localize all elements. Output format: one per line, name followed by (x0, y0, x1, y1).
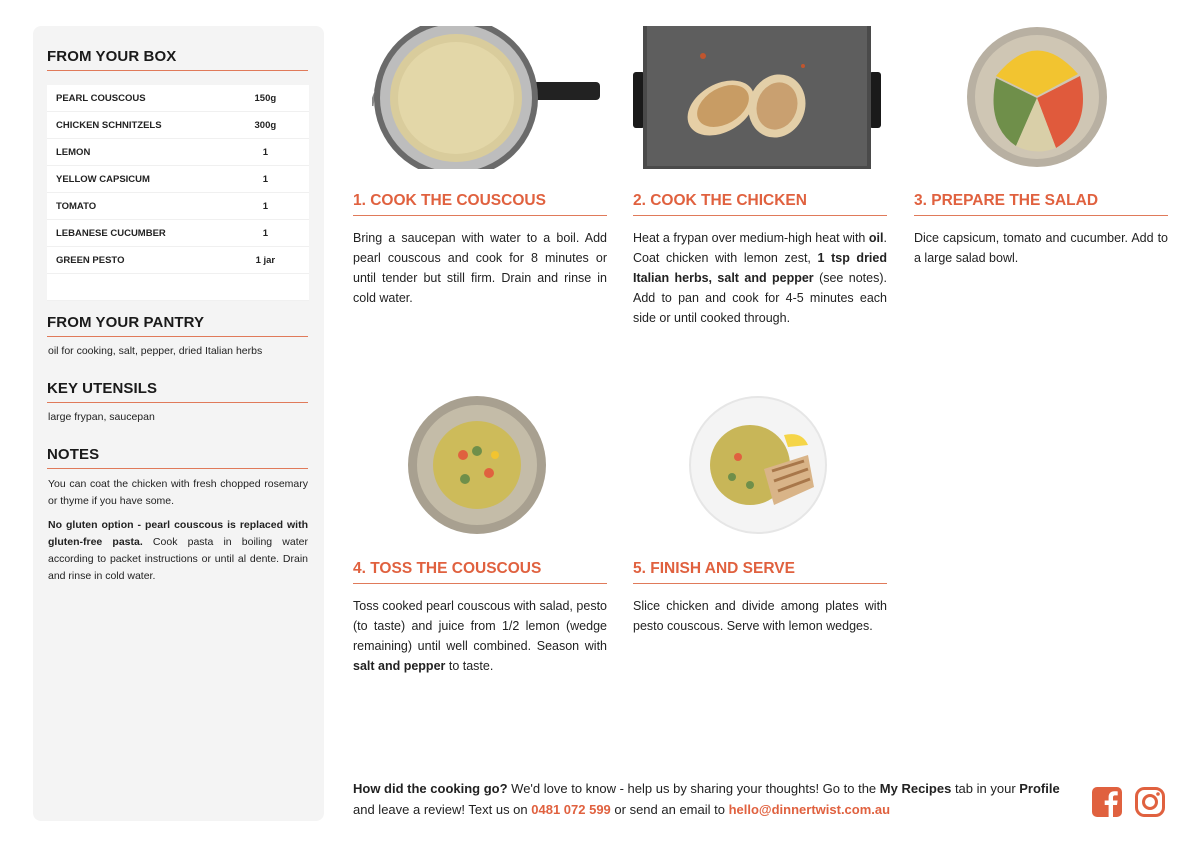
step-5-text (633, 596, 887, 636)
notes-heading: NOTES (47, 446, 308, 469)
step-3-text (914, 228, 1168, 268)
step-1-image (372, 26, 602, 169)
step-3-title: 3. PREPARE THE SALAD (914, 192, 1168, 216)
ingredient-qty: 1 (222, 193, 309, 220)
table-row-empty (47, 274, 309, 301)
step-5-image (688, 395, 828, 535)
step-3-text-part: Dice capsicum, tomato and cucumber. Add to a large salad bowl. (914, 231, 1168, 265)
table-row (47, 193, 309, 220)
profile-link[interactable]: Profile (1019, 781, 1060, 796)
step-4-text (353, 596, 607, 676)
my-recipes-link[interactable]: My Recipes (879, 781, 952, 796)
utensils-heading: KEY UTENSILS (47, 380, 308, 403)
step-2-bold: oil (868, 231, 884, 245)
table-row (47, 139, 309, 166)
ingredient-name: PEARL COUSCOUS (47, 85, 222, 112)
ingredient-qty: 1 (222, 166, 309, 193)
ingredient-name: YELLOW CAPSICUM (47, 166, 222, 193)
step-2-image (633, 26, 881, 169)
feedback-footer (353, 778, 1073, 820)
sidebar (33, 26, 324, 821)
footer-bold: How did the cooking go? (353, 781, 508, 796)
email-link[interactable]: hello@dinnertwist.com.au (728, 802, 891, 817)
step-3-image (966, 26, 1108, 168)
step-2-text-part: . Coat chicken with lemon zest, (633, 231, 887, 265)
note-2 (48, 517, 308, 585)
step-2-bold: 1 tsp dried Italian herbs, salt and pepper (633, 251, 887, 285)
table-row (47, 247, 309, 274)
table-row (47, 112, 309, 139)
step-1-text (353, 228, 607, 308)
ingredient-qty: 300g (222, 112, 309, 139)
step-5-title: 5. FINISH AND SERVE (633, 560, 887, 584)
step-2-title: 2. COOK THE CHICKEN (633, 192, 887, 216)
ingredient-name: CHICKEN SCHNITZELS (47, 112, 222, 139)
ingredient-qty: 150g (222, 85, 309, 112)
pantry-text: oil for cooking, salt, pepper, dried Italian herbs (48, 345, 263, 357)
ingredient-name: TOMATO (47, 193, 222, 220)
table-row (47, 85, 309, 112)
step-2-text (633, 228, 887, 328)
step-4-bold: salt and pepper (353, 659, 446, 673)
phone-link[interactable]: 0481 072 599 (531, 802, 611, 817)
pantry-heading: FROM YOUR PANTRY (47, 314, 308, 337)
step-4-image (407, 395, 547, 535)
step-5-text-part: Slice chicken and divide among plates with pesto couscous. Serve with lemon wedges. (633, 599, 887, 633)
facebook-icon[interactable] (1091, 786, 1123, 818)
ingredient-qty: 1 jar (222, 247, 309, 274)
step-1-text-part: Bring a saucepan with water to a boil. Add pearl couscous and cook for 8 minutes or until tender but still firm. Drain and rinse in cold water. (353, 231, 607, 305)
step-2-text-part: (see notes). Add to pan and cook for 4-5 minutes each side or until cooked through. (633, 271, 887, 325)
step-4-title: 4. TOSS THE COUSCOUS (353, 560, 607, 584)
note-2-bold: No gluten option - pearl couscous is replaced with gluten-free pasta. (48, 519, 308, 548)
step-4-text-part: to taste. (445, 659, 494, 673)
footer-text: or send an email to (610, 802, 729, 817)
ingredient-name: LEBANESE CUCUMBER (47, 220, 222, 247)
note-1: You can coat the chicken with fresh chopped rosemary or thyme if you have some. (48, 478, 308, 507)
step-4-text-part: Toss cooked pearl couscous with salad, pesto (to taste) and juice from 1/2 lemon (wedge remaining) until well combined. Season with (353, 599, 607, 653)
step-2-text-part: Heat a frypan over medium-high heat with (633, 231, 869, 245)
box-heading: FROM YOUR BOX (47, 48, 308, 71)
ingredient-name: LEMON (47, 139, 222, 166)
footer-text: tab in your (951, 781, 1020, 796)
table-row (47, 220, 309, 247)
instagram-icon[interactable] (1134, 786, 1166, 818)
footer-text: We'd love to know - help us by sharing your thoughts! Go to the (507, 781, 880, 796)
utensils-text: large frypan, saucepan (48, 411, 155, 423)
footer-text: and leave a review! Text us on (353, 802, 532, 817)
step-1-title: 1. COOK THE COUSCOUS (353, 192, 607, 216)
table-row (47, 166, 309, 193)
ingredient-qty: 1 (222, 139, 309, 166)
note-2-rest: Cook pasta in boiling water according to packet instructions or until al dente. Drain and rinse in cold water. (48, 536, 308, 582)
box-ingredients-table (47, 85, 309, 301)
ingredient-qty: 1 (222, 220, 309, 247)
ingredient-name: GREEN PESTO (47, 247, 222, 274)
